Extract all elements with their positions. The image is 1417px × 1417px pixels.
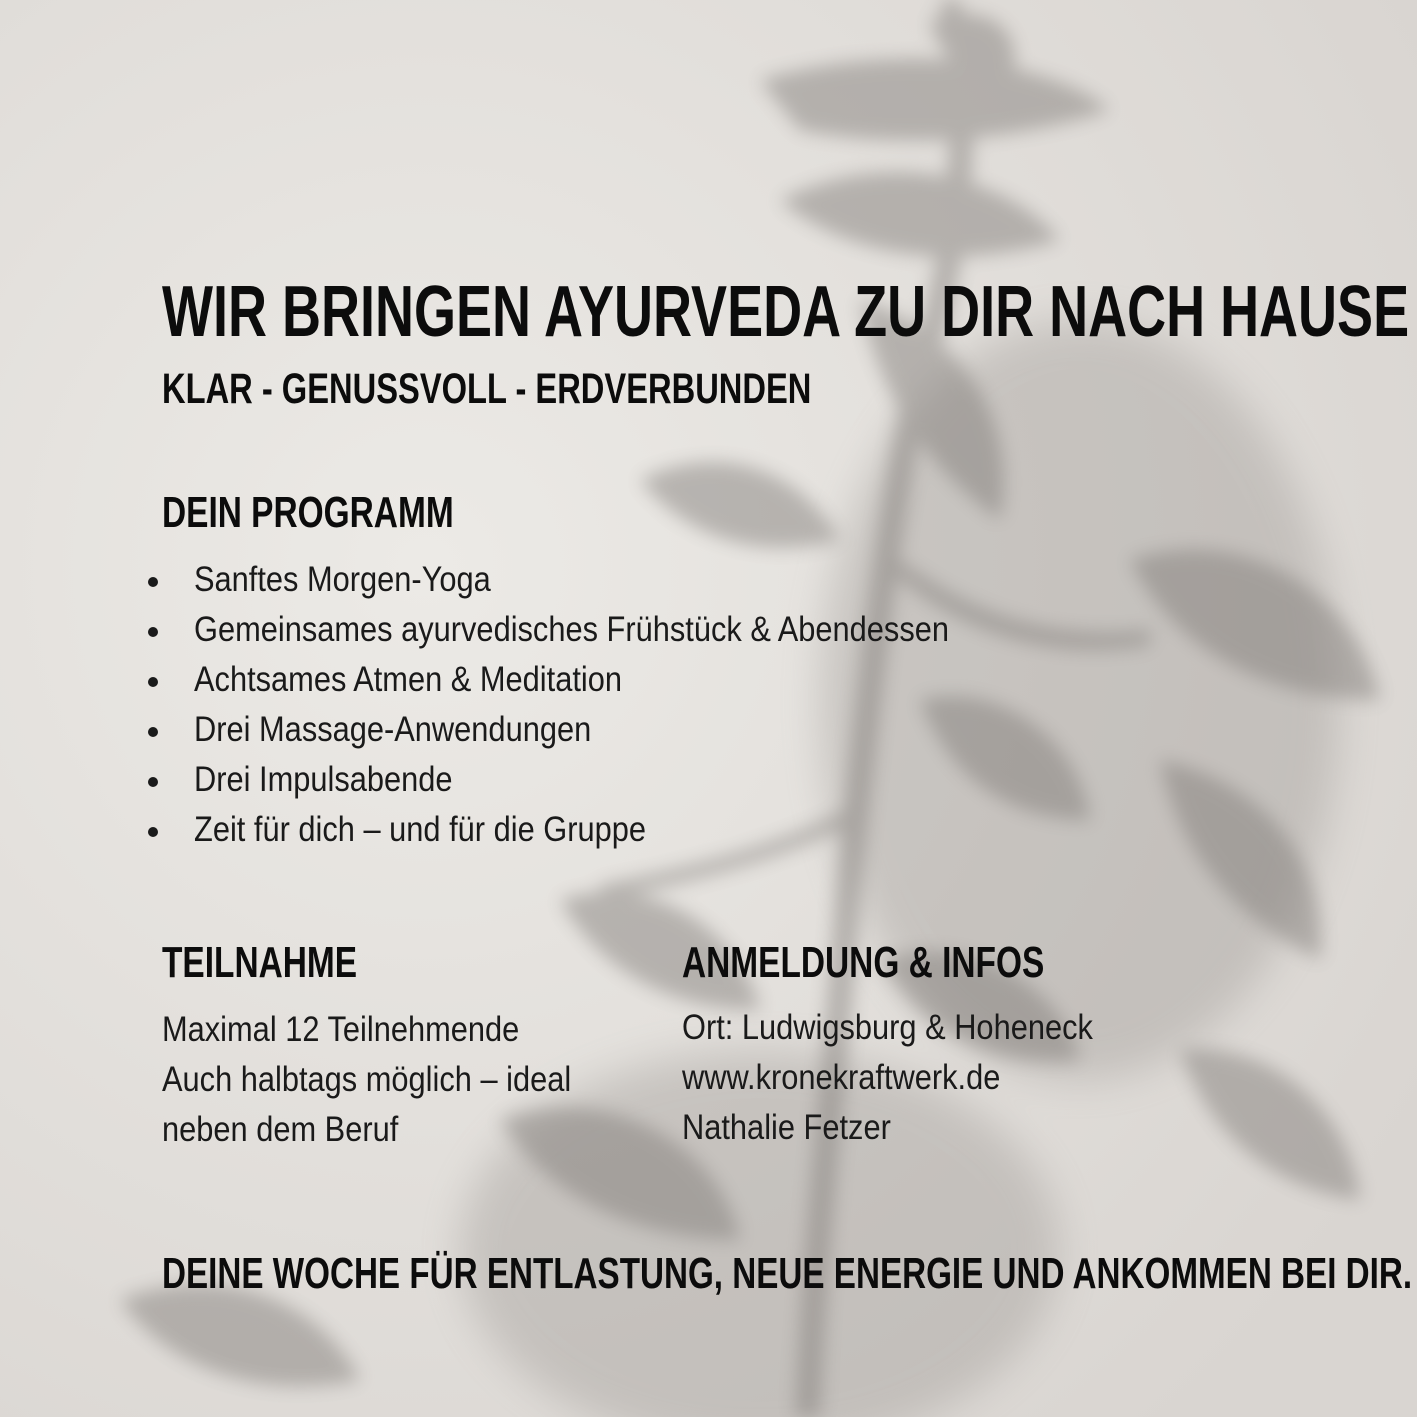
program-heading: DEIN PROGRAMM	[162, 488, 454, 537]
footer-tagline: DEINE WOCHE FÜR ENTLASTUNG, NEUE ENERGIE UND ANKOMMEN BEI DIR.	[162, 1249, 1413, 1298]
subtitle: KLAR - GENUSSVOLL - ERDVERBUNDEN	[162, 365, 812, 413]
page-title: WIR BRINGEN AYURVEDA ZU DIR NACH HAUSE	[162, 272, 1410, 352]
teilnahme-text	[162, 1005, 627, 1155]
list-item-text: Zeit für dich – und für die Gruppe	[194, 810, 646, 849]
bullet-dot	[148, 627, 158, 637]
list-item-text: Gemeinsames ayurvedisches Frühstück & Abendessen	[194, 610, 949, 649]
bullet-dot	[148, 777, 158, 787]
bullet-dot	[148, 677, 158, 687]
anmeldung-heading: ANMELDUNG & INFOS	[682, 938, 1045, 987]
website-link[interactable]: www.kronekraftwerk.de	[682, 1058, 1001, 1097]
teilnahme-line: Maximal 12 Teilnehmende	[162, 1010, 520, 1049]
list-item-text: Drei Impulsabende	[194, 760, 453, 799]
list-item-text: Achtsames Atmen & Meditation	[194, 660, 622, 699]
bullet-dot	[148, 727, 158, 737]
teilnahme-line: Auch halbtags möglich – ideal	[162, 1060, 572, 1099]
bullet-dot	[148, 577, 158, 587]
bullet-dot	[148, 827, 158, 837]
list-item-text: Drei Massage-Anwendungen	[194, 710, 592, 749]
location-line: Ort: Ludwigsburg & Hoheneck	[682, 1008, 1093, 1047]
contact-name: Nathalie Fetzer	[682, 1108, 891, 1147]
teilnahme-line: neben dem Beruf	[162, 1110, 399, 1149]
list-item-text: Sanftes Morgen-Yoga	[194, 560, 491, 599]
teilnahme-heading: TEILNAHME	[162, 938, 358, 987]
anmeldung-text	[682, 1003, 1149, 1153]
